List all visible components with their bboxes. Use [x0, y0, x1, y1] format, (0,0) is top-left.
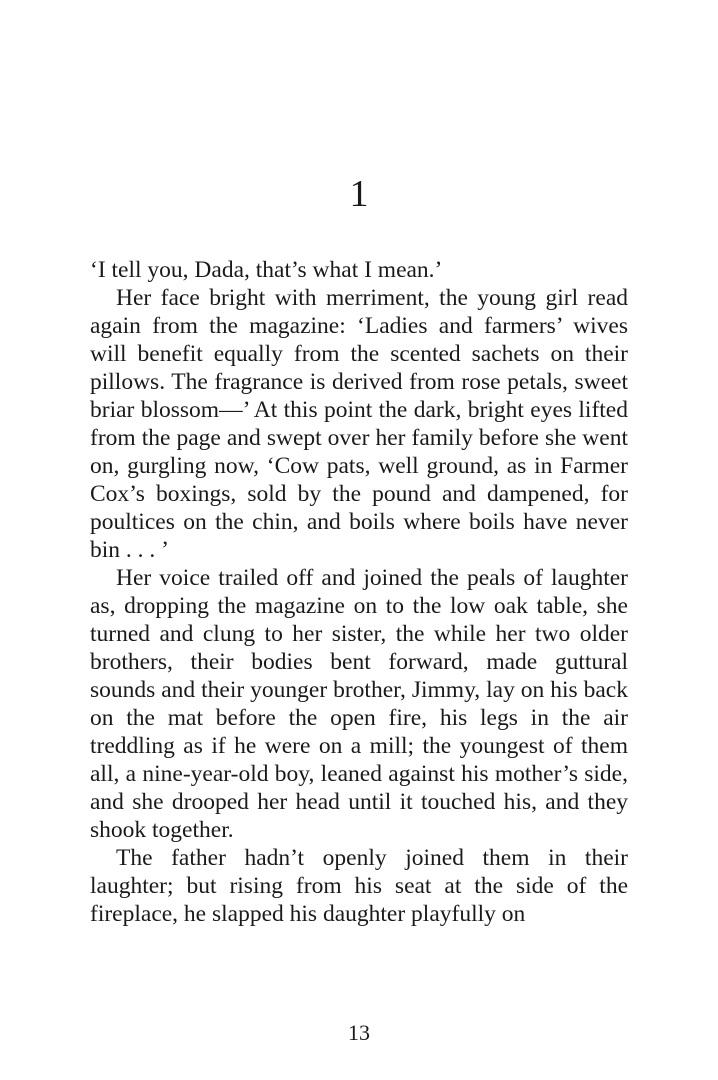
paragraph-1: ‘I tell you, Dada, that’s what I mean.’	[90, 257, 443, 283]
paragraph-4: The father hadn’t openly joined them in their laughter; but rising from his seat at the side of the fireplace, he slapped his daughter playfully on	[90, 845, 628, 927]
paragraph-2: Her face bright with merriment, the young girl read again from the magazine: ‘Ladies and farmers’ wives will benefit equally from the scented sachets on their pillows. The fragrance is derived from rose petals, sweet briar blossom—’ At this point the dark, bright eyes lifted from the page and swept over her family before she went on, gurgling now, ‘Cow pats, well ground, as in Farmer Cox’s boxings, sold by the pound and dampened, for poultices on the chin, and boils where boils have never bin . . . ’	[90, 285, 628, 563]
chapter-body	[90, 256, 628, 928]
page-number: 13	[348, 1020, 370, 1045]
paragraph-3: Her voice trailed off and joined the peals of laughter as, dropping the magazine on to the low oak table, she turned and clung to her sister, the while her two older brothers, their bodies bent forward, made guttural sounds and their younger brother, Jimmy, lay on his back on the mat before the open fire, his legs in the air treddling as if he were on a mill; the youngest of them all, a nine-year-old boy, leaned against his mother’s side, and she drooped her head until it touched his, and they shook together.	[90, 565, 628, 843]
chapter-number: 1	[349, 173, 369, 215]
